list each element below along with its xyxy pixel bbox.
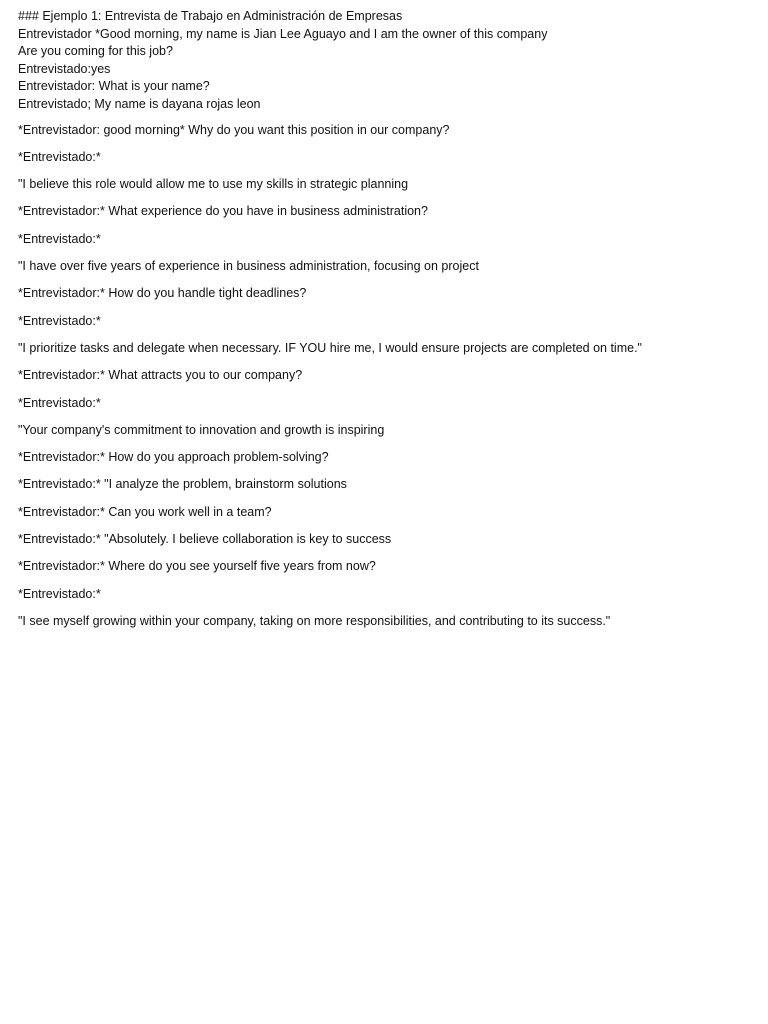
document-body — [18, 8, 758, 640]
header-block — [18, 8, 758, 114]
interviewer-paragraph: *Entrevistador:* How do you handle tight deadlines? — [18, 286, 307, 301]
document-heading: ### Ejemplo 1: Entrevista de Trabajo en Administración de Empresas — [18, 9, 403, 23]
interviewee-answer: *Entrevistado:* "I analyze the problem, brainstorm solutions — [18, 477, 347, 492]
interviewer-paragraph: *Entrevistador:* Can you work well in a team? — [18, 504, 272, 519]
interviewee-label: *Entrevistado:* — [18, 149, 101, 164]
interviewer-paragraph: *Entrevistador:* What attracts you to our company? — [18, 368, 303, 383]
text-line: Entrevistador *Good morning, my name is Jian Lee Aguayo and I am the owner of this company — [18, 26, 548, 41]
interviewee-label: *Entrevistado:* — [18, 586, 101, 601]
answer-paragraph: "I have over five years of experience in business administration, focusing on project — [18, 259, 479, 274]
interviewee-label: *Entrevistado:* — [18, 231, 101, 246]
interviewee-answer: *Entrevistado:* "Absolutely. I believe collaboration is key to success — [18, 532, 392, 547]
text-line: Entrevistado:yes — [18, 61, 111, 76]
text-line: Entrevistador: What is your name? — [18, 79, 210, 94]
interviewee-label: *Entrevistado:* — [18, 395, 101, 410]
text-line: Are you coming for this job? — [18, 44, 173, 59]
interviewee-label: *Entrevistado:* — [18, 313, 101, 328]
answer-paragraph: "I believe this role would allow me to use my skills in strategic planning — [18, 177, 409, 192]
interviewer-paragraph: *Entrevistador: good morning* Why do you want this position in our company? — [18, 122, 450, 137]
interviewer-paragraph: *Entrevistador:* What experience do you have in business administration? — [18, 204, 428, 219]
answer-paragraph: "Your company's commitment to innovation and growth is inspiring — [18, 422, 385, 437]
text-line: Entrevistado; My name is dayana rojas leon — [18, 96, 261, 111]
interviewer-paragraph: *Entrevistador:* Where do you see yourself five years from now? — [18, 559, 376, 574]
answer-paragraph: "I see myself growing within your company, taking on more responsibilities, and contributing to its success." — [18, 613, 611, 628]
interviewer-paragraph: *Entrevistador:* How do you approach problem-solving? — [18, 450, 329, 465]
dialogue-paragraphs — [18, 122, 758, 630]
answer-paragraph: "I prioritize tasks and delegate when necessary. IF YOU hire me, I would ensure projects are completed on time." — [18, 340, 642, 355]
